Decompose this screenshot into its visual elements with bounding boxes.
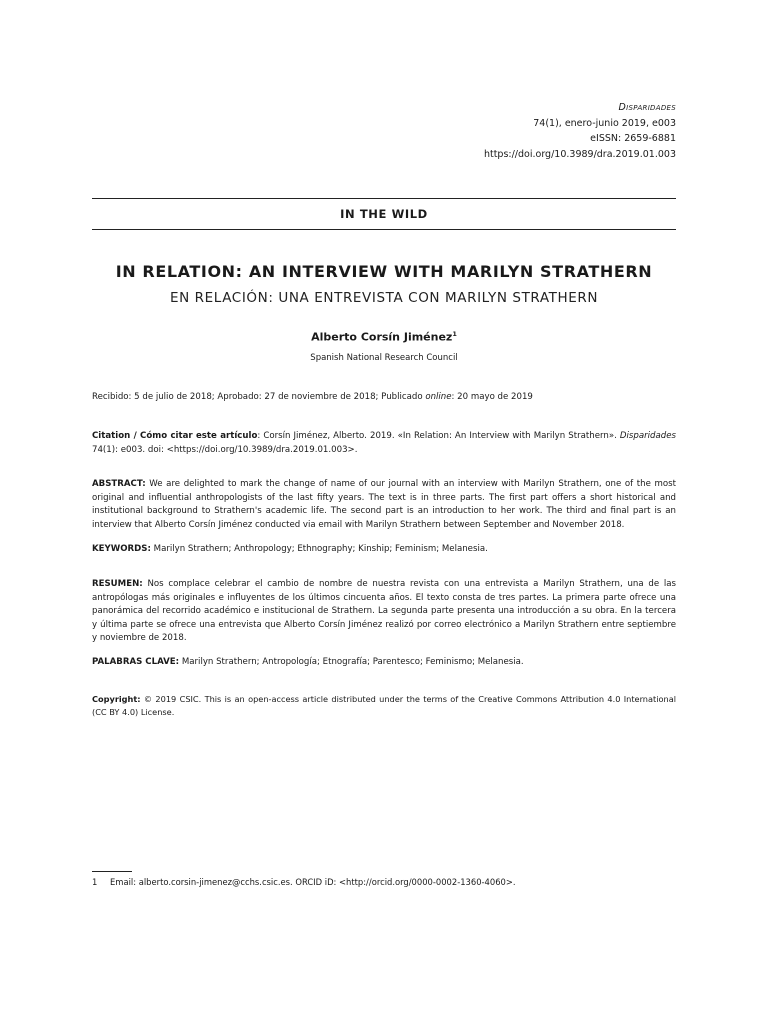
author-name: Alberto Corsín Jiménez [311,330,453,344]
author-line [60,330,708,344]
footnote [92,876,676,888]
footnote-number: 1 [92,877,98,887]
journal-doi-link[interactable]: https://doi.org/10.3989/dra.2019.01.003 [483,148,676,160]
footnote-rule [92,871,132,872]
journal-eissn: eISSN: 2659-6881 [590,133,676,144]
keywords-label: KEYWORDS: [92,544,151,554]
copyright-block [92,693,676,719]
article-title: IN RELATION: AN INTERVIEW WITH MARILYN STRATHERN [115,262,653,281]
footnote-text: Email: alberto.corsin-jimenez@cchs.csic.es. ORCID iD: <http://orcid.org/0000-0002-1360-4060>. [110,877,516,887]
author-affiliation: Spanish National Research Council [310,353,458,363]
citation-block: Citation / Cómo citar este artículo: Corsín Jiménez, Alberto. 2019. «In Relation: An Interview with Marilyn Strathern». Disparidades 74(1): e003. doi: <https://doi.org/10.3989/dra.2019.01.003>. [92,431,676,455]
keywords-block [92,543,676,557]
resumen-block [92,578,676,646]
copyright-text: © 2019 CSIC. This is an open-access article distributed under the terms of the Creative Commons Attribution 4.0 International (CC BY 4.0) License. [92,694,676,717]
abstract-text: We are delighted to mark the change of name of our journal with an interview with Marilyn Strathern, one of the most original and influential anthropologists of the last fifty years. The text is in three parts. The first part offers a short historical and institutional background to Strathern's academic life. The second part is an introduction to her work. The third and final part is an interview that Alberto Corsín Jiménez conducted via email with Marilyn Strathern between September and November 2018. [92,479,676,530]
palabras-clave-label: PALABRAS CLAVE: [92,657,180,667]
copyright-label: Copyright: [92,694,141,704]
resumen-text: Nos complace celebrar el cambio de nombre de nuestra revista con una entrevista a Marilyn Strathern, una de las antropólogas más originales e influyentes de los últimos cincuenta años. El texto consta de tres partes. La primera parte ofrece una panorámica del recorrido académico e institucional de Strathern. La segunda parte presenta una introducción a su obra. En la tercera y última parte se ofrece una entrevista que Alberto Corsín Jiménez realizó por correo electrónico a Marilyn Strathern entre septiembre y noviembre de 2018. [92,579,676,643]
section-top-rule [92,198,676,199]
publication-dates: Recibido: 5 de julio de 2018; Aprobado: 27 de noviembre de 2018; Publicado online: 20 mayo de 2019 [92,392,533,402]
author-footnote-mark[interactable]: 1 [452,330,457,338]
journal-header [484,100,676,162]
article-subtitle: EN RELACIÓN: UNA ENTREVISTA CON MARILYN STRATHERN [169,290,599,306]
journal-issue: 74(1), enero-junio 2019, e003 [533,117,676,129]
resumen-label: RESUMEN: [92,579,143,589]
abstract-block [92,478,676,532]
palabras-clave-text: Marilyn Strathern; Antropología; Etnografía; Parentesco; Feminismo; Melanesia. [179,657,524,667]
journal-name: Disparidades [618,102,676,113]
abstract-label: ABSTRACT: [92,479,146,489]
keywords-text: Marilyn Strathern; Anthropology; Ethnography; Kinship; Feminism; Melanesia. [150,544,488,554]
section-bottom-rule [92,229,676,230]
palabras-clave-block [92,656,676,670]
citation-doi[interactable]: 74(1): e003. doi: <https://doi.org/10.3989/dra.2019.01.003>. [92,444,358,455]
citation-label: Citation / Cómo citar este artículo [92,431,258,441]
section-label: IN THE WILD [340,207,428,221]
